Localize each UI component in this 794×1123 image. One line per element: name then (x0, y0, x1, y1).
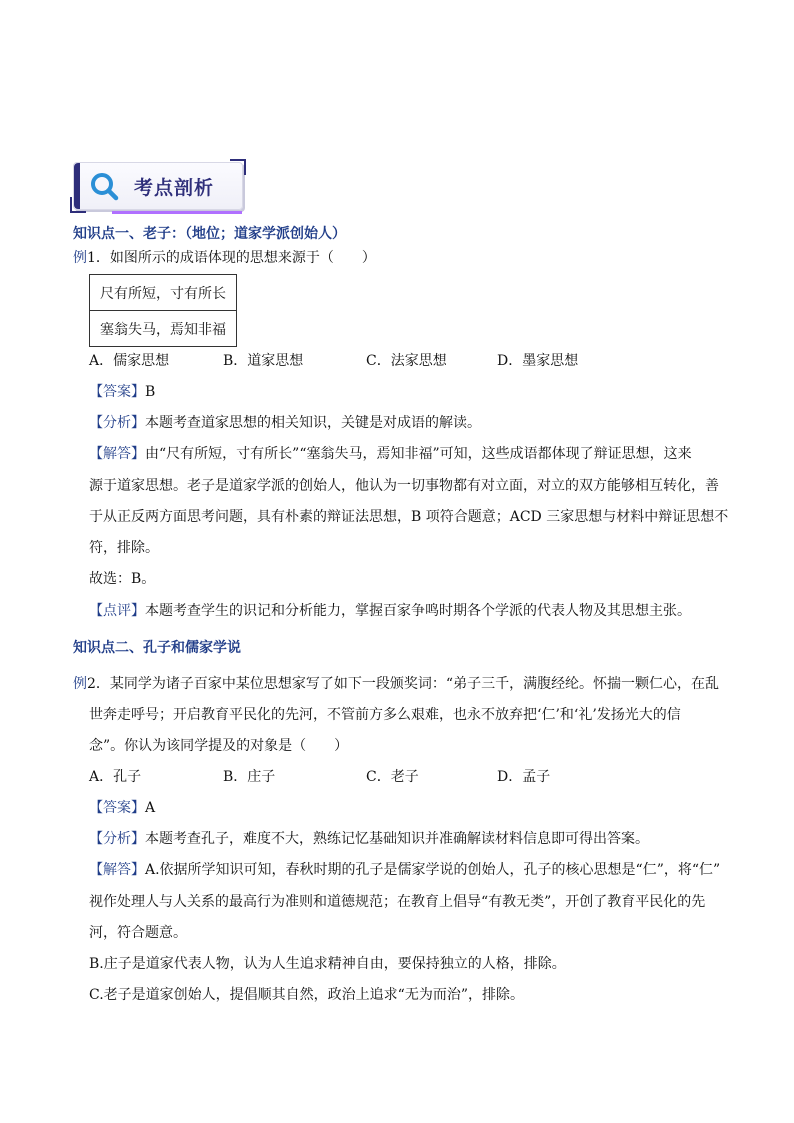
solution-text: A.依据所学知识可知，春秋时期的孔子是儒家学说的创始人，孔子的核心思想是“仁”，将“仁” (145, 862, 721, 878)
answer-tag: 【答案】 (89, 384, 145, 400)
solution-text: 由“尺有所短，寸有所长”“塞翁失马，焉知非福”可知，这些成语都体现了辩证思想，这来 (145, 446, 692, 462)
solution-tag: 【解答】 (89, 862, 145, 878)
example-label: 例 (73, 250, 87, 266)
comment-line (89, 601, 691, 621)
analysis-line (89, 829, 649, 849)
badge-underline (112, 211, 242, 214)
badge-corner-decoration (230, 159, 246, 175)
analysis-tag: 【分析】 (89, 415, 145, 431)
question-text: 1．如图所示的成语体现的思想来源于（ ） (87, 250, 376, 266)
option-a: A．儒家思想 (89, 353, 170, 369)
table-row (90, 275, 237, 311)
solution-text: B.庄子是道家代表人物，认为人生追求精神自由，要保持独立的人格，排除。 (89, 956, 566, 972)
section-heading: 知识点二、孔子和儒家学说 (73, 640, 241, 656)
question-text: 2．某同学为诸子百家中某位思想家写了如下一段颁奖词：“弟子三千，满腹经纶。怀揣一颗仁心，在乱 (87, 676, 720, 692)
option-a: A．孔子 (89, 769, 142, 785)
solution-text: 视作处理人与人关系的最高行为准则和道德规范；在教育上倡导“有教无类”，开创了教育平民化的先 (89, 894, 706, 910)
analysis-text: 本题考查道家思想的相关知识，关键是对成语的解读。 (145, 415, 481, 431)
analysis-tag: 【分析】 (89, 831, 145, 847)
comment-tag: 【点评】 (89, 603, 145, 619)
solution-text: 源于道家思想。老子是道家学派的创始人，他认为一切事物都有对立面，对立的双方能够相互转化，善 (89, 478, 719, 494)
table-row (90, 311, 237, 347)
answer-tag: 【答案】 (89, 800, 145, 816)
example-label: 例 (73, 676, 87, 692)
solution-line (89, 444, 692, 464)
section-heading: 知识点一、老子：（地位；道家学派创始人） (73, 226, 346, 242)
section-badge (73, 162, 243, 210)
answer-line (89, 382, 155, 402)
option-b: B．道家思想 (223, 353, 304, 369)
question-text: 世奔走呼号；开启教育平民化的先河，不管前方多么艰难，也永不放弃把‘仁’和‘礼’发扬光大的信 (89, 707, 681, 723)
answer-value: B (145, 384, 156, 400)
final-choice: 故选：B。 (89, 571, 156, 587)
table-cell: 尺有所短，寸有所长 (90, 275, 237, 311)
analysis-line (89, 413, 481, 433)
idiom-table (89, 274, 237, 347)
solution-text: 符，排除。 (89, 540, 159, 556)
solution-text: 河，符合题意。 (89, 925, 187, 941)
question-stem (73, 248, 376, 268)
option-c: C．老子 (366, 769, 419, 785)
search-icon (88, 170, 120, 202)
solution-tag: 【解答】 (89, 446, 145, 462)
analysis-text: 本题考查孔子，难度不大，熟练记忆基础知识并准确解读材料信息即可得出答案。 (145, 831, 649, 847)
solution-text: C.老子是道家创始人，提倡顺其自然，政治上追求“无为而治”，排除。 (89, 987, 524, 1003)
badge-corner-decoration (70, 197, 86, 213)
badge-title: 考点剖析 (134, 177, 215, 199)
question-stem (73, 674, 719, 694)
answer-line (89, 798, 155, 818)
question-text: 念”。你认为该同学提及的对象是（ ） (89, 738, 349, 754)
option-c: C．法家思想 (366, 353, 447, 369)
table-cell: 塞翁失马，焉知非福 (90, 311, 237, 347)
answer-value: A (145, 800, 156, 816)
option-d: D．墨家思想 (497, 353, 579, 369)
solution-text: 于从正反两方面思考问题，具有朴素的辩证法思想，B 项符合题意；ACD 三家思想与材料中辩证思想不 (89, 509, 729, 525)
option-b: B．庄子 (223, 769, 276, 785)
option-d: D．孟子 (497, 769, 551, 785)
comment-text: 本题考查学生的识记和分析能力，掌握百家争鸣时期各个学派的代表人物及其思想主张。 (145, 603, 691, 619)
solution-line (89, 860, 720, 880)
